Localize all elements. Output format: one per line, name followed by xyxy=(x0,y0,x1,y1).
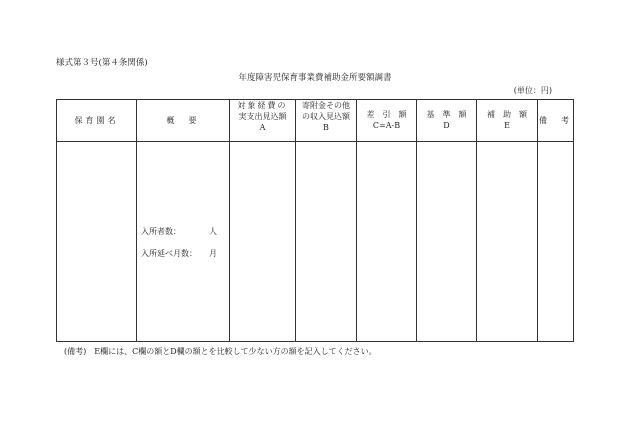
col-header-actual-expenditure xyxy=(230,100,296,142)
col-header-difference xyxy=(357,100,417,142)
col-header-symbol: E xyxy=(504,121,510,130)
footnote: (備考) E欄には、C欄の額とD欄の額とを比較して少ない方の額を記入してください。 xyxy=(64,347,377,356)
col-header-symbol: B xyxy=(323,123,329,132)
col-header-line: 対象経費の xyxy=(237,101,288,110)
admission-months-unit: 月 xyxy=(209,249,217,258)
admissions-count-label: 入所者数： xyxy=(141,227,181,236)
document-title: 年度障害児保育事業費補助金所要額調書 xyxy=(238,73,392,83)
col-header-line: 基 準 額 xyxy=(426,110,467,119)
difference-cell[interactable] xyxy=(357,142,417,342)
table-body-row xyxy=(57,142,574,342)
admission-months-line xyxy=(141,248,217,259)
col-header-remarks: 備 考 xyxy=(538,100,574,142)
budget-table xyxy=(56,99,574,342)
subsidy-amount-cell[interactable] xyxy=(477,142,538,342)
col-header-symbol: A xyxy=(259,123,266,132)
col-header-line: 補 助 額 xyxy=(487,110,527,119)
remarks-cell[interactable] xyxy=(538,142,574,342)
admissions-count-line xyxy=(141,226,217,237)
admission-months-label: 入所延べ月数： xyxy=(141,249,197,258)
col-header-line: 実支出見込額 xyxy=(238,112,287,121)
col-header-line: 差 引 額 xyxy=(366,110,407,119)
col-header-symbol: C=A-B xyxy=(372,121,401,130)
col-header-donation-income xyxy=(296,100,357,142)
col-header-standard-amount xyxy=(417,100,477,142)
standard-amount-cell[interactable] xyxy=(417,142,477,342)
form-number-label: 様式第３号(第４条関係) xyxy=(56,58,148,68)
donation-income-cell[interactable] xyxy=(296,142,357,342)
col-header-line: 寄附金その他 xyxy=(302,101,350,110)
actual-expenditure-cell[interactable] xyxy=(230,142,296,342)
col-header-subsidy-amount xyxy=(477,100,538,142)
col-header-line: の収入見込額 xyxy=(302,112,350,121)
col-header-overview: 概 要 xyxy=(137,100,230,142)
admissions-count-unit: 人 xyxy=(209,227,217,236)
nursery-name-cell[interactable] xyxy=(57,142,137,342)
table-header-row xyxy=(57,100,574,142)
unit-label: (単位：円) xyxy=(513,86,552,95)
overview-cell[interactable] xyxy=(137,142,230,342)
col-header-nursery-name: 保育園名 xyxy=(57,100,137,142)
col-header-symbol: D xyxy=(443,121,450,130)
